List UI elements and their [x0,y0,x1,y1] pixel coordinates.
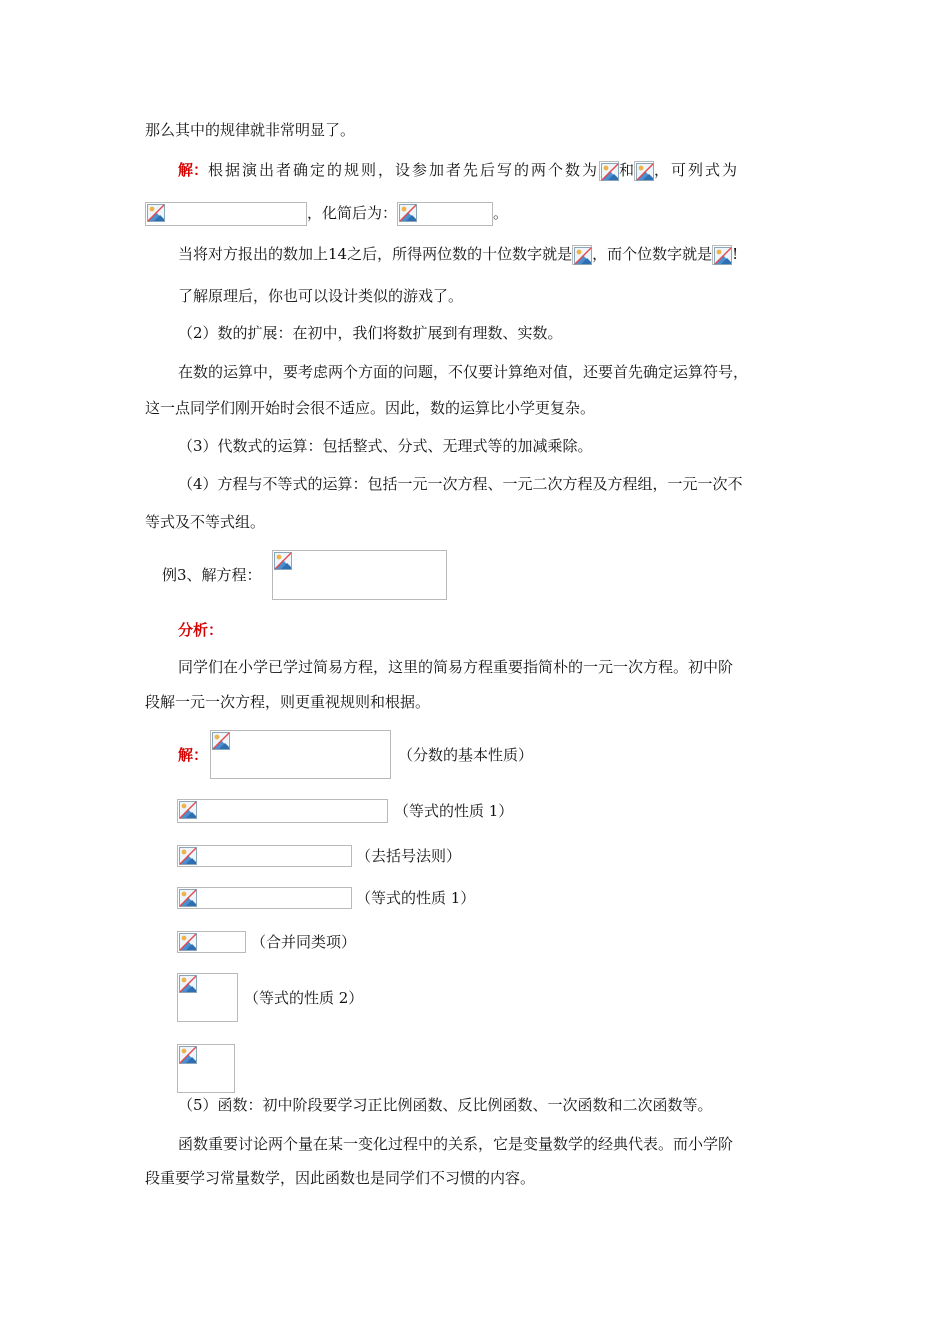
functions-paragraph-line-2: 段重要学习常量数学，因此函数也是同学们不习惯的内容。 [145,1169,536,1187]
broken-image-icon [179,975,197,993]
broken-image-icon [574,247,592,265]
digits-text-c: ! [732,245,739,263]
step-image [177,887,352,909]
analysis-paragraph-line-1: 同学们在小学已学过简易方程，这里的简易方程重要指简朴的一元一次方程。初中阶 [178,658,734,676]
paragraph-rule-obvious: 那么其中的规律就非常明显了。 [145,121,356,139]
equations-heading-line-1: （4）方程与不等式的运算：包括一元一次方程、一元二次方程及方程组，一元一次不 [178,475,743,493]
step-reason: （分数的基本性质） [398,746,534,764]
formula-image [145,202,307,226]
functions-paragraph-line-1: 函数重要讨论两个量在某一变化过程中的关系，它是变量数学的经典代表。而小学阶 [178,1135,734,1153]
broken-image-icon [399,204,417,222]
solution-1-line [178,160,739,181]
step-image [177,1044,235,1093]
step-image [177,845,352,867]
algebra-heading: （3）代数式的运算：包括整式、分式、无理式等的加减乘除。 [178,437,593,455]
broken-image-icon [714,247,732,265]
step-image [210,730,391,779]
broken-image-icon [601,163,619,181]
step-reason: （等式的性质 1） [356,889,476,907]
principle-paragraph: 了解原理后，你也可以设计类似的游戏了。 [178,287,464,305]
formula-image [572,245,592,265]
solution-text-a: 根据演出者确定的规则，设参加者先后写的两个数为 [208,161,600,179]
digits-text-a: 当将对方报出的数加上14之后，所得两位数的十位数字就是 [178,245,573,263]
broken-image-icon [179,933,197,951]
step-reason: （等式的性质 1） [394,802,514,820]
step-reason: （合并同类项） [251,933,357,951]
solution-2-label: 解： [178,746,209,764]
formula-image [712,245,732,265]
simplify-text: ，化简后为： [307,204,398,222]
broken-image-icon [147,204,165,222]
formula-image [634,161,654,181]
digits-paragraph [178,244,738,265]
broken-image-icon [179,801,197,819]
step-reason: （去括号法则） [356,847,462,865]
broken-image-icon [179,847,197,865]
and-text: 和 [619,161,635,179]
equation-line [145,202,508,226]
solution-label: 解： [178,161,209,179]
operations-paragraph-line-2: 这一点同学们刚开始时会很不适应。因此，数的运算比小学更复杂。 [145,399,596,417]
equation-image [272,550,447,600]
example-3-label: 例3、解方程： [162,566,262,584]
step-image [177,973,238,1022]
period-text: 。 [493,204,509,222]
broken-image-icon [274,552,292,570]
broken-image-icon [636,163,654,181]
digits-text-b: ，而个位数字就是 [592,245,713,263]
analysis-paragraph-line-2: 段解一元一次方程，则更重视规则和根据。 [145,693,431,711]
broken-image-icon [179,1046,197,1064]
equations-heading-line-2: 等式及不等式组。 [145,513,266,531]
broken-image-icon [212,732,230,750]
step-image [177,931,246,953]
step-reason: （等式的性质 2） [244,989,364,1007]
step-image [177,799,388,823]
number-extension-heading: （2）数的扩展：在初中，我们将数扩展到有理数、实数。 [178,324,563,342]
analysis-heading: 分析： [178,621,224,639]
solution-text-b: ，可列式为 [654,161,740,179]
operations-paragraph-line-1: 在数的运算中，要考虑两个方面的问题，不仅要计算绝对值，还要首先确定运算符号， [178,363,749,381]
formula-image [397,202,493,226]
formula-image [599,161,619,181]
functions-heading: （5）函数：初中阶段要学习正比例函数、反比例函数、一次函数和二次函数等。 [178,1096,713,1114]
broken-image-icon [179,889,197,907]
